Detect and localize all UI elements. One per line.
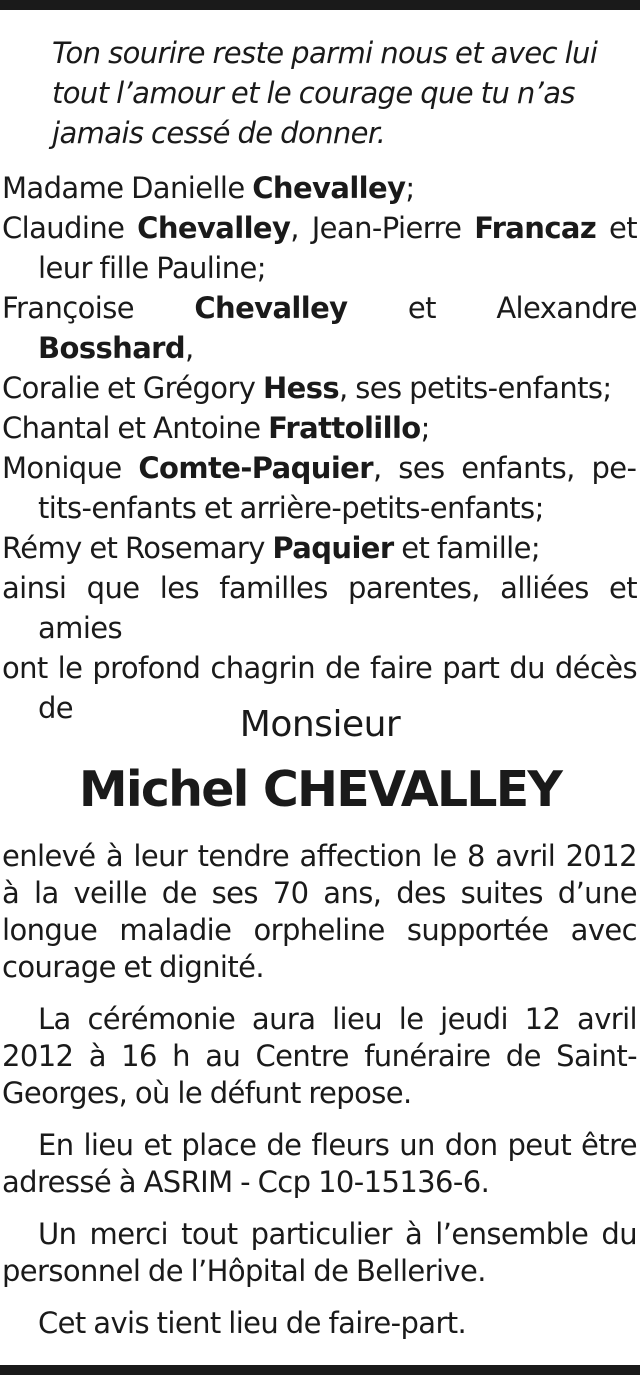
family-surname: Hess: [262, 371, 340, 405]
family-entry: [2, 208, 637, 288]
family-text: ainsi que les familles parentes, alliées et amies: [2, 571, 637, 645]
family-surname: Paquier: [272, 531, 394, 565]
notice-paragraph: En lieu et place de fleurs un don peut être adressé à ASRIM - Ccp 10-15136-6.: [2, 1128, 637, 1199]
family-entry: [2, 528, 637, 568]
family-text: , ses enfants, petits-enfants et arrière-petits-enfants;: [38, 451, 638, 525]
family-text: et leur fille Pauline;: [38, 211, 637, 285]
family-list: [2, 168, 637, 728]
family-surname: Bosshard: [38, 331, 186, 365]
family-text: Rémy et Rosemary: [2, 531, 273, 565]
family-text: et Alexandre: [347, 291, 637, 325]
deceased-name: Michel CHEVALLEY: [78, 761, 562, 818]
notice-paragraph: enlevé à leur tendre affection le 8 avril 2012 à la veille de ses 70 ans, des suites d’une longue maladie orpheline supportée avec courage et dignité.: [2, 839, 637, 984]
top-border-rule: [0, 0, 640, 10]
family-text: Madame Danielle: [2, 171, 253, 205]
family-text: Coralie et Grégory: [2, 371, 263, 405]
family-entry: [2, 568, 637, 648]
family-entry: [2, 448, 637, 528]
family-text: Monique: [2, 451, 139, 485]
family-entry: [2, 408, 637, 448]
family-text: , Jean-Pierre: [290, 211, 475, 245]
bottom-border-rule: [0, 1365, 640, 1375]
memorial-quote: Ton sourire reste parmi nous et avec lui tout l’amour et le courage que tu n’as jamais cessé de donner.: [52, 36, 598, 150]
family-surname: Frattolillo: [268, 411, 421, 445]
family-text: , ses petits-enfants;: [339, 371, 612, 405]
notice-paragraph: Un merci tout particulier à l’ensemble du personnel de l’Hôpital de Bellerive.: [2, 1217, 637, 1288]
notice-body: [2, 838, 637, 1357]
notice-paragraph: La cérémonie aura lieu le jeudi 12 avril 2012 à 16 h au Centre funéraire de Saint-Georges, où le défunt repose.: [2, 1002, 637, 1110]
family-text: ont le profond chagrin de faire part du décès de: [2, 651, 637, 725]
family-text: ;: [420, 411, 430, 445]
family-text: ,: [185, 331, 194, 365]
family-surname: Chevalley: [252, 171, 406, 205]
family-surname: Chevalley: [194, 291, 348, 325]
honorific: Monsieur: [239, 704, 401, 745]
family-entry: [2, 288, 637, 368]
family-text: et famille;: [393, 531, 541, 565]
family-surname: Francaz: [474, 211, 597, 245]
family-surname: Comte-Paquier: [138, 451, 373, 485]
family-text: Claudine: [2, 211, 138, 245]
notice-paragraph: Cet avis tient lieu de faire-part.: [38, 1306, 467, 1340]
family-surname: Chevalley: [137, 211, 291, 245]
family-text: Françoise: [2, 291, 195, 325]
family-entry: [2, 368, 637, 408]
family-text: ;: [405, 171, 415, 205]
family-entry: [2, 168, 637, 208]
family-text: Chantal et Antoine: [2, 411, 269, 445]
